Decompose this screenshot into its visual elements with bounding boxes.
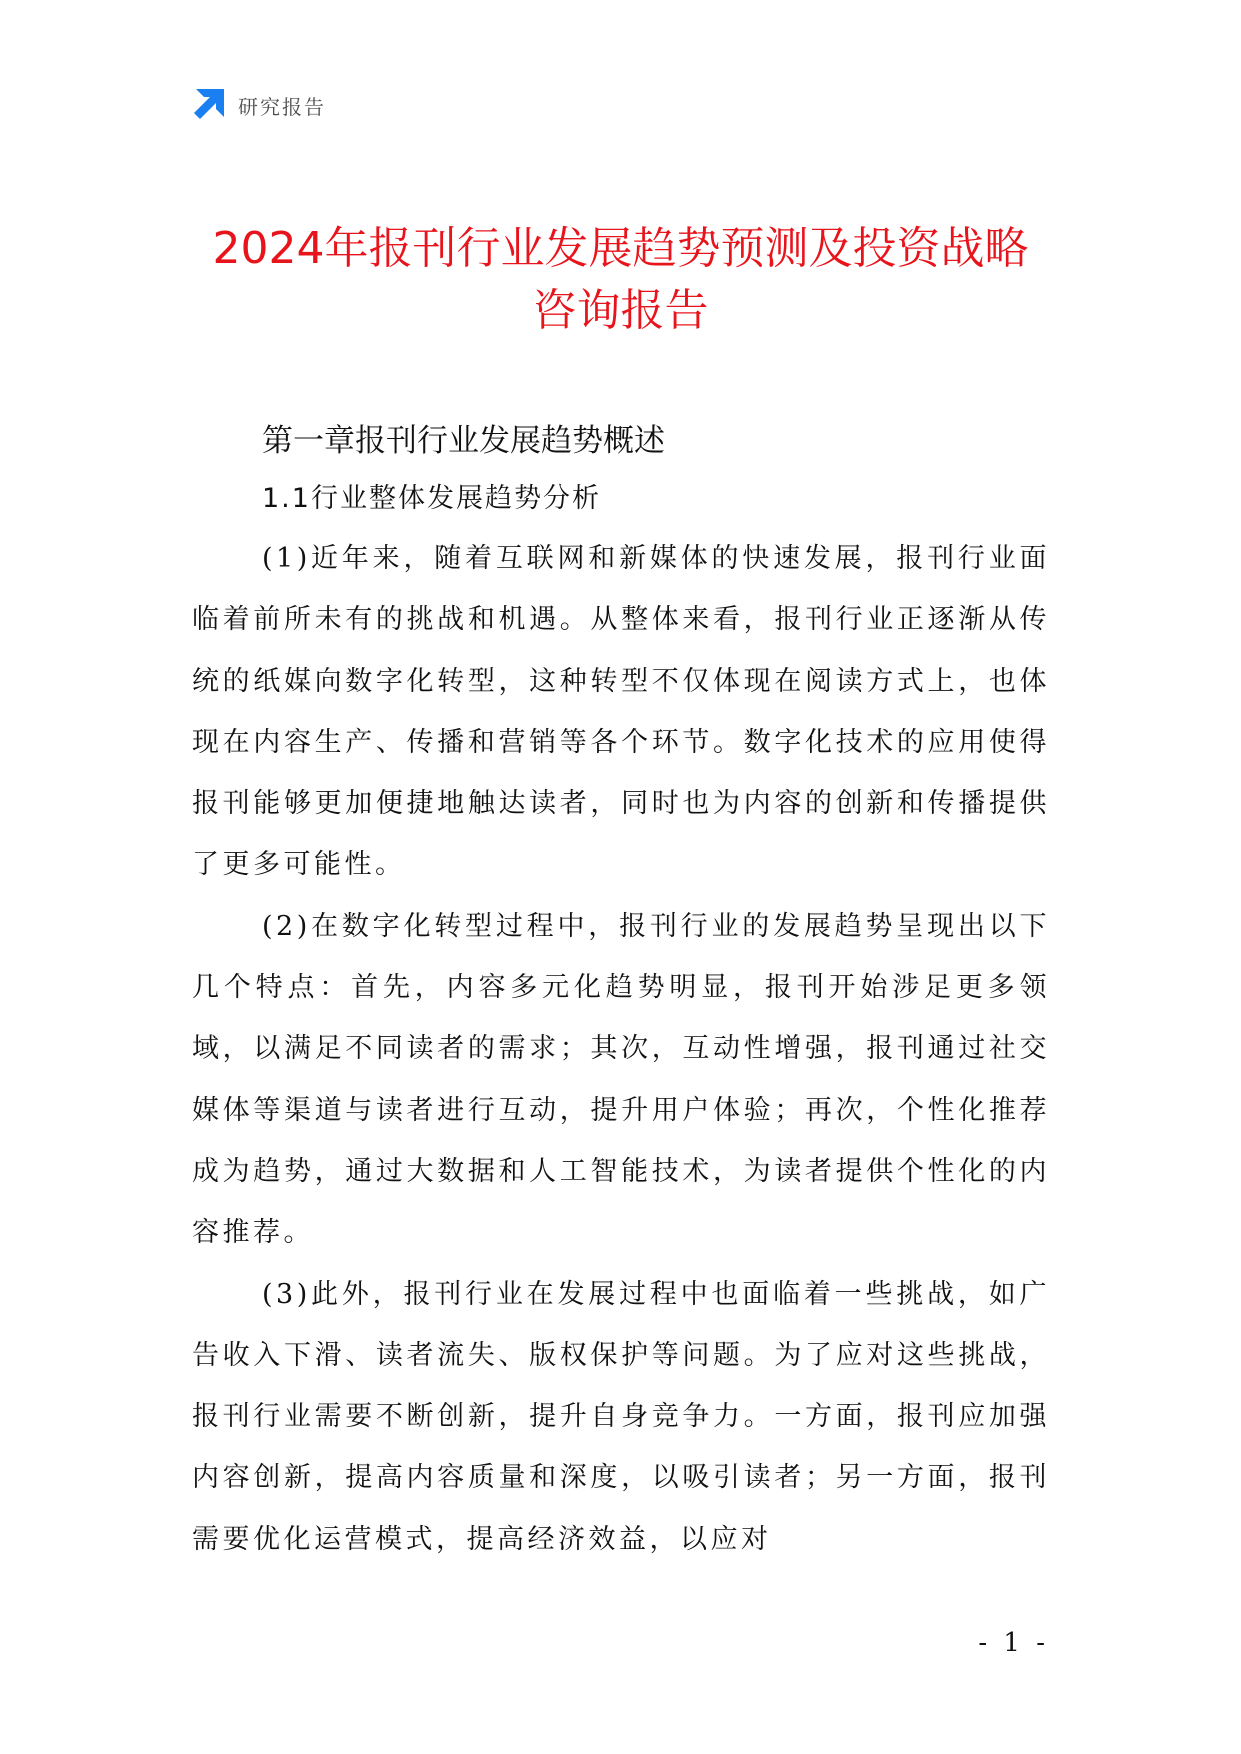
page-number: - 1 -	[978, 1628, 1049, 1658]
document-title	[0, 218, 1241, 342]
paragraph-3: (3)此外，报刊行业在发展过程中也面临着一些挑战，如广告收入下滑、读者流失、版权保护等问题。为了应对这些挑战，报刊行业需要不断创新，提升自身竞争力。一方面，报刊应加强内容创新，提高内容质量和深度，以吸引读者；另一方面，报刊需要优化运营模式，提高经济效益，以应对	[192, 1278, 1050, 1555]
report-header	[192, 88, 326, 122]
arrow-up-right-icon	[192, 89, 224, 121]
section-heading: 1.1行业整体发展趋势分析	[262, 483, 601, 514]
title-line-1: 2024年报刊行业发展趋势预测及投资战略	[212, 223, 1029, 274]
title-line-2: 咨询报告	[532, 285, 709, 336]
paragraph-2: (2)在数字化转型过程中，报刊行业的发展趋势呈现出以下几个特点：首先，内容多元化趋势明显，报刊开始涉足更多领域，以满足不同读者的需求；其次，互动性增强，报刊通过社交媒体等渠道与读者进行互动，提升用户体验；再次，个性化推荐成为趋势，通过大数据和人工智能技术，为读者提供个性化的内容推荐。	[192, 910, 1050, 1249]
header-label: 研究报告	[238, 94, 326, 119]
document-body	[192, 412, 1050, 1570]
chapter-heading: 第一章报刊行业发展趋势概述	[262, 423, 665, 459]
paragraph-1: (1)近年来，随着互联网和新媒体的快速发展，报刊行业面临着前所未有的挑战和机遇。从整体来看，报刊行业正逐渐从传统的纸媒向数字化转型，这种转型不仅体现在阅读方式上，也体现在内容生产、传播和营销等各个环节。数字化技术的应用使得报刊能够更加便捷地触达读者，同时也为内容的创新和传播提供了更多可能性。	[192, 543, 1050, 881]
